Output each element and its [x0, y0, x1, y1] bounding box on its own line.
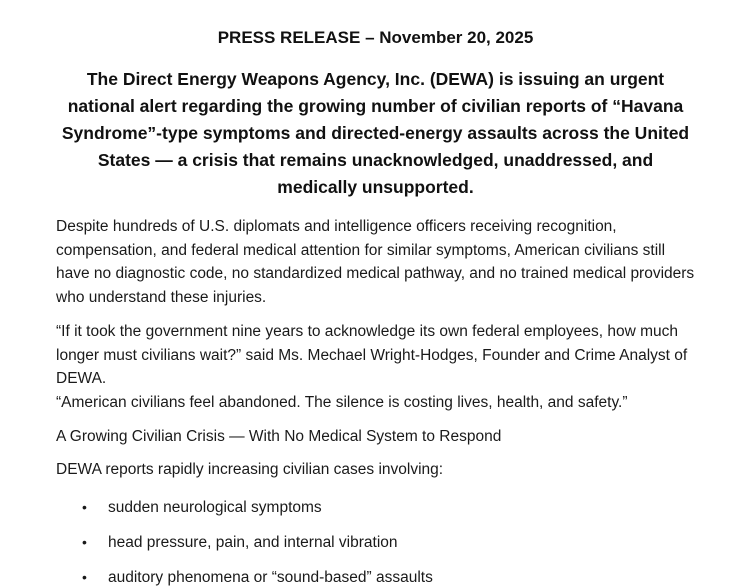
symptom-list — [56, 496, 695, 586]
list-item-label: head pressure, pain, and internal vibration — [108, 534, 398, 552]
list-intro: DEWA reports rapidly increasing civilian cases involving: — [56, 461, 444, 479]
bullet-icon: • — [82, 534, 87, 551]
list-item-label: sudden neurological symptoms — [108, 499, 322, 517]
quote-paragraph — [56, 320, 695, 415]
body-paragraph-civilian-gap: Despite hundreds of U.S. diplomats and intelligence officers receiving recognition, compensation, and federal medical attention for similar symptoms, American civilians still have no diagnostic code, no standardized medical pathway, and no trained medical providers who understand these injuries. — [56, 218, 695, 307]
press-release-title: PRESS RELEASE – November 20, 2025 — [217, 28, 534, 47]
intro-paragraph: The Direct Energy Weapons Agency, Inc. (DEWA) is issuing an urgent national alert regarding the growing number of civilian reports of “Havana Syndrome”-type symptoms and directed-energy assaults across the United States — a crisis that remains unacknowledged, unaddressed, and medically unsupported. — [61, 69, 690, 197]
list-item-head-pressure — [82, 531, 695, 555]
quote-line-founder: “If it took the government nine years to acknowledge its own federal employees, how much longer must civilians wait?” said Ms. Mechael Wright-Hodges, Founder and Crime Analyst of DEWA. — [56, 322, 688, 388]
section-heading-growing-crisis: A Growing Civilian Crisis — With No Medical System to Respond — [56, 427, 502, 445]
list-item-label: auditory phenomena or “sound-based” assaults — [108, 569, 433, 586]
bullet-icon: • — [82, 499, 87, 516]
list-item-neurological — [82, 496, 695, 520]
list-item-auditory — [82, 566, 695, 586]
quote-line-abandoned: “American civilians feel abandoned. The silence is costing lives, health, and safety.” — [56, 393, 628, 411]
bullet-icon: • — [82, 569, 87, 586]
